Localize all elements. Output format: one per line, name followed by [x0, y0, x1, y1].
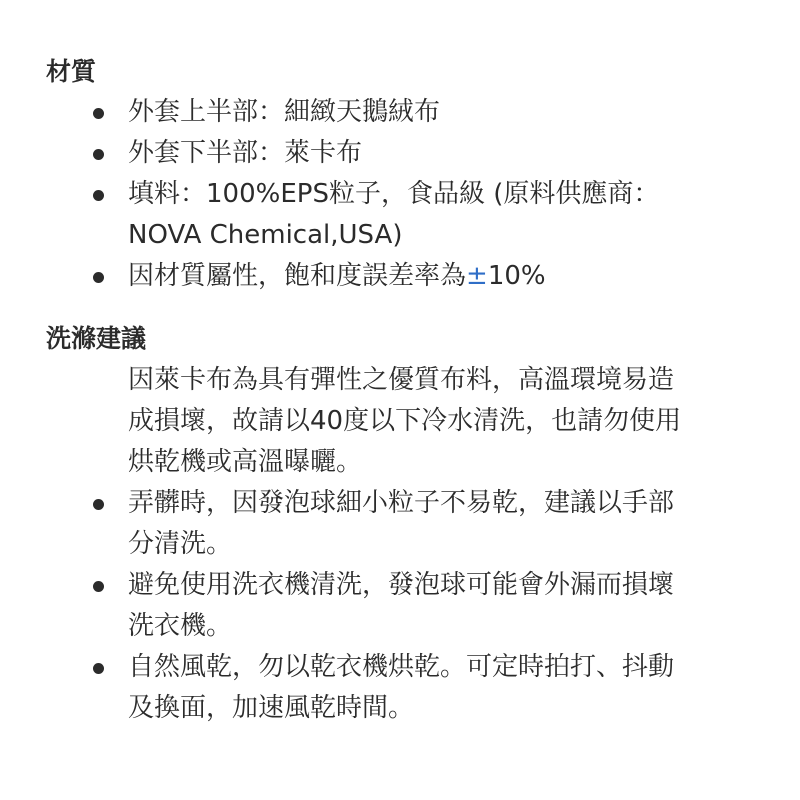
material-item-text [128, 256, 760, 297]
material-item-filling [0, 174, 800, 256]
material-list [0, 92, 800, 297]
bullet-icon [93, 663, 104, 674]
washing-item-text: 洗衣機。 [128, 611, 233, 641]
washing-item-text: 及換面，加速風乾時間。 [128, 693, 415, 723]
washing-title: 洗滌建議 [46, 324, 147, 353]
washing-item-dirty [0, 483, 800, 565]
washing-list [0, 483, 800, 729]
material-item-text: 外套下半部：萊卡布 [128, 138, 363, 168]
washing-item-text: 分清洗。 [128, 529, 233, 559]
washing-intro-line: 成損壞，故請以40度以下冷水清洗，也請勿使用 [128, 406, 682, 436]
washing-item-text: 弄髒時，因發泡球細小粒子不易乾，建議以手部 [128, 488, 675, 518]
bullet-icon [93, 272, 104, 283]
washing-item-text: 自然風乾，勿以乾衣機烘乾。可定時拍打、抖動 [128, 652, 675, 682]
washing-item-machine [0, 565, 800, 647]
washing-intro [0, 360, 800, 483]
saturation-text-pre: 因材質屬性，飽和度誤差率為 [128, 261, 467, 291]
washing-intro-line: 因萊卡布為具有彈性之優質布料，高溫環境易造 [128, 365, 675, 395]
saturation-text-post: 10% [487, 261, 546, 291]
washing-item-dry [0, 647, 800, 729]
washing-intro-line: 烘乾機或高溫曝曬。 [128, 447, 363, 477]
bullet-icon [93, 581, 104, 592]
material-item-text: NOVA Chemical,USA) [128, 220, 403, 250]
material-item-text: 外套上半部：細緻天鵝絨布 [128, 97, 441, 127]
bullet-icon [93, 149, 104, 160]
bullet-icon [93, 108, 104, 119]
material-item-saturation [0, 256, 800, 297]
material-item-text: 填料：100%EPS粒子，食品級 (原料供應商： [128, 179, 660, 209]
bullet-icon [93, 190, 104, 201]
material-item-upper [0, 92, 800, 133]
washing-intro-paragraph [0, 360, 800, 483]
bullet-icon [93, 499, 104, 510]
washing-item-text: 避免使用洗衣機清洗，發泡球可能會外漏而損壞 [128, 570, 675, 600]
plus-minus-symbol: ± [466, 261, 488, 291]
material-title: 材質 [46, 57, 97, 86]
material-item-lower [0, 133, 800, 174]
